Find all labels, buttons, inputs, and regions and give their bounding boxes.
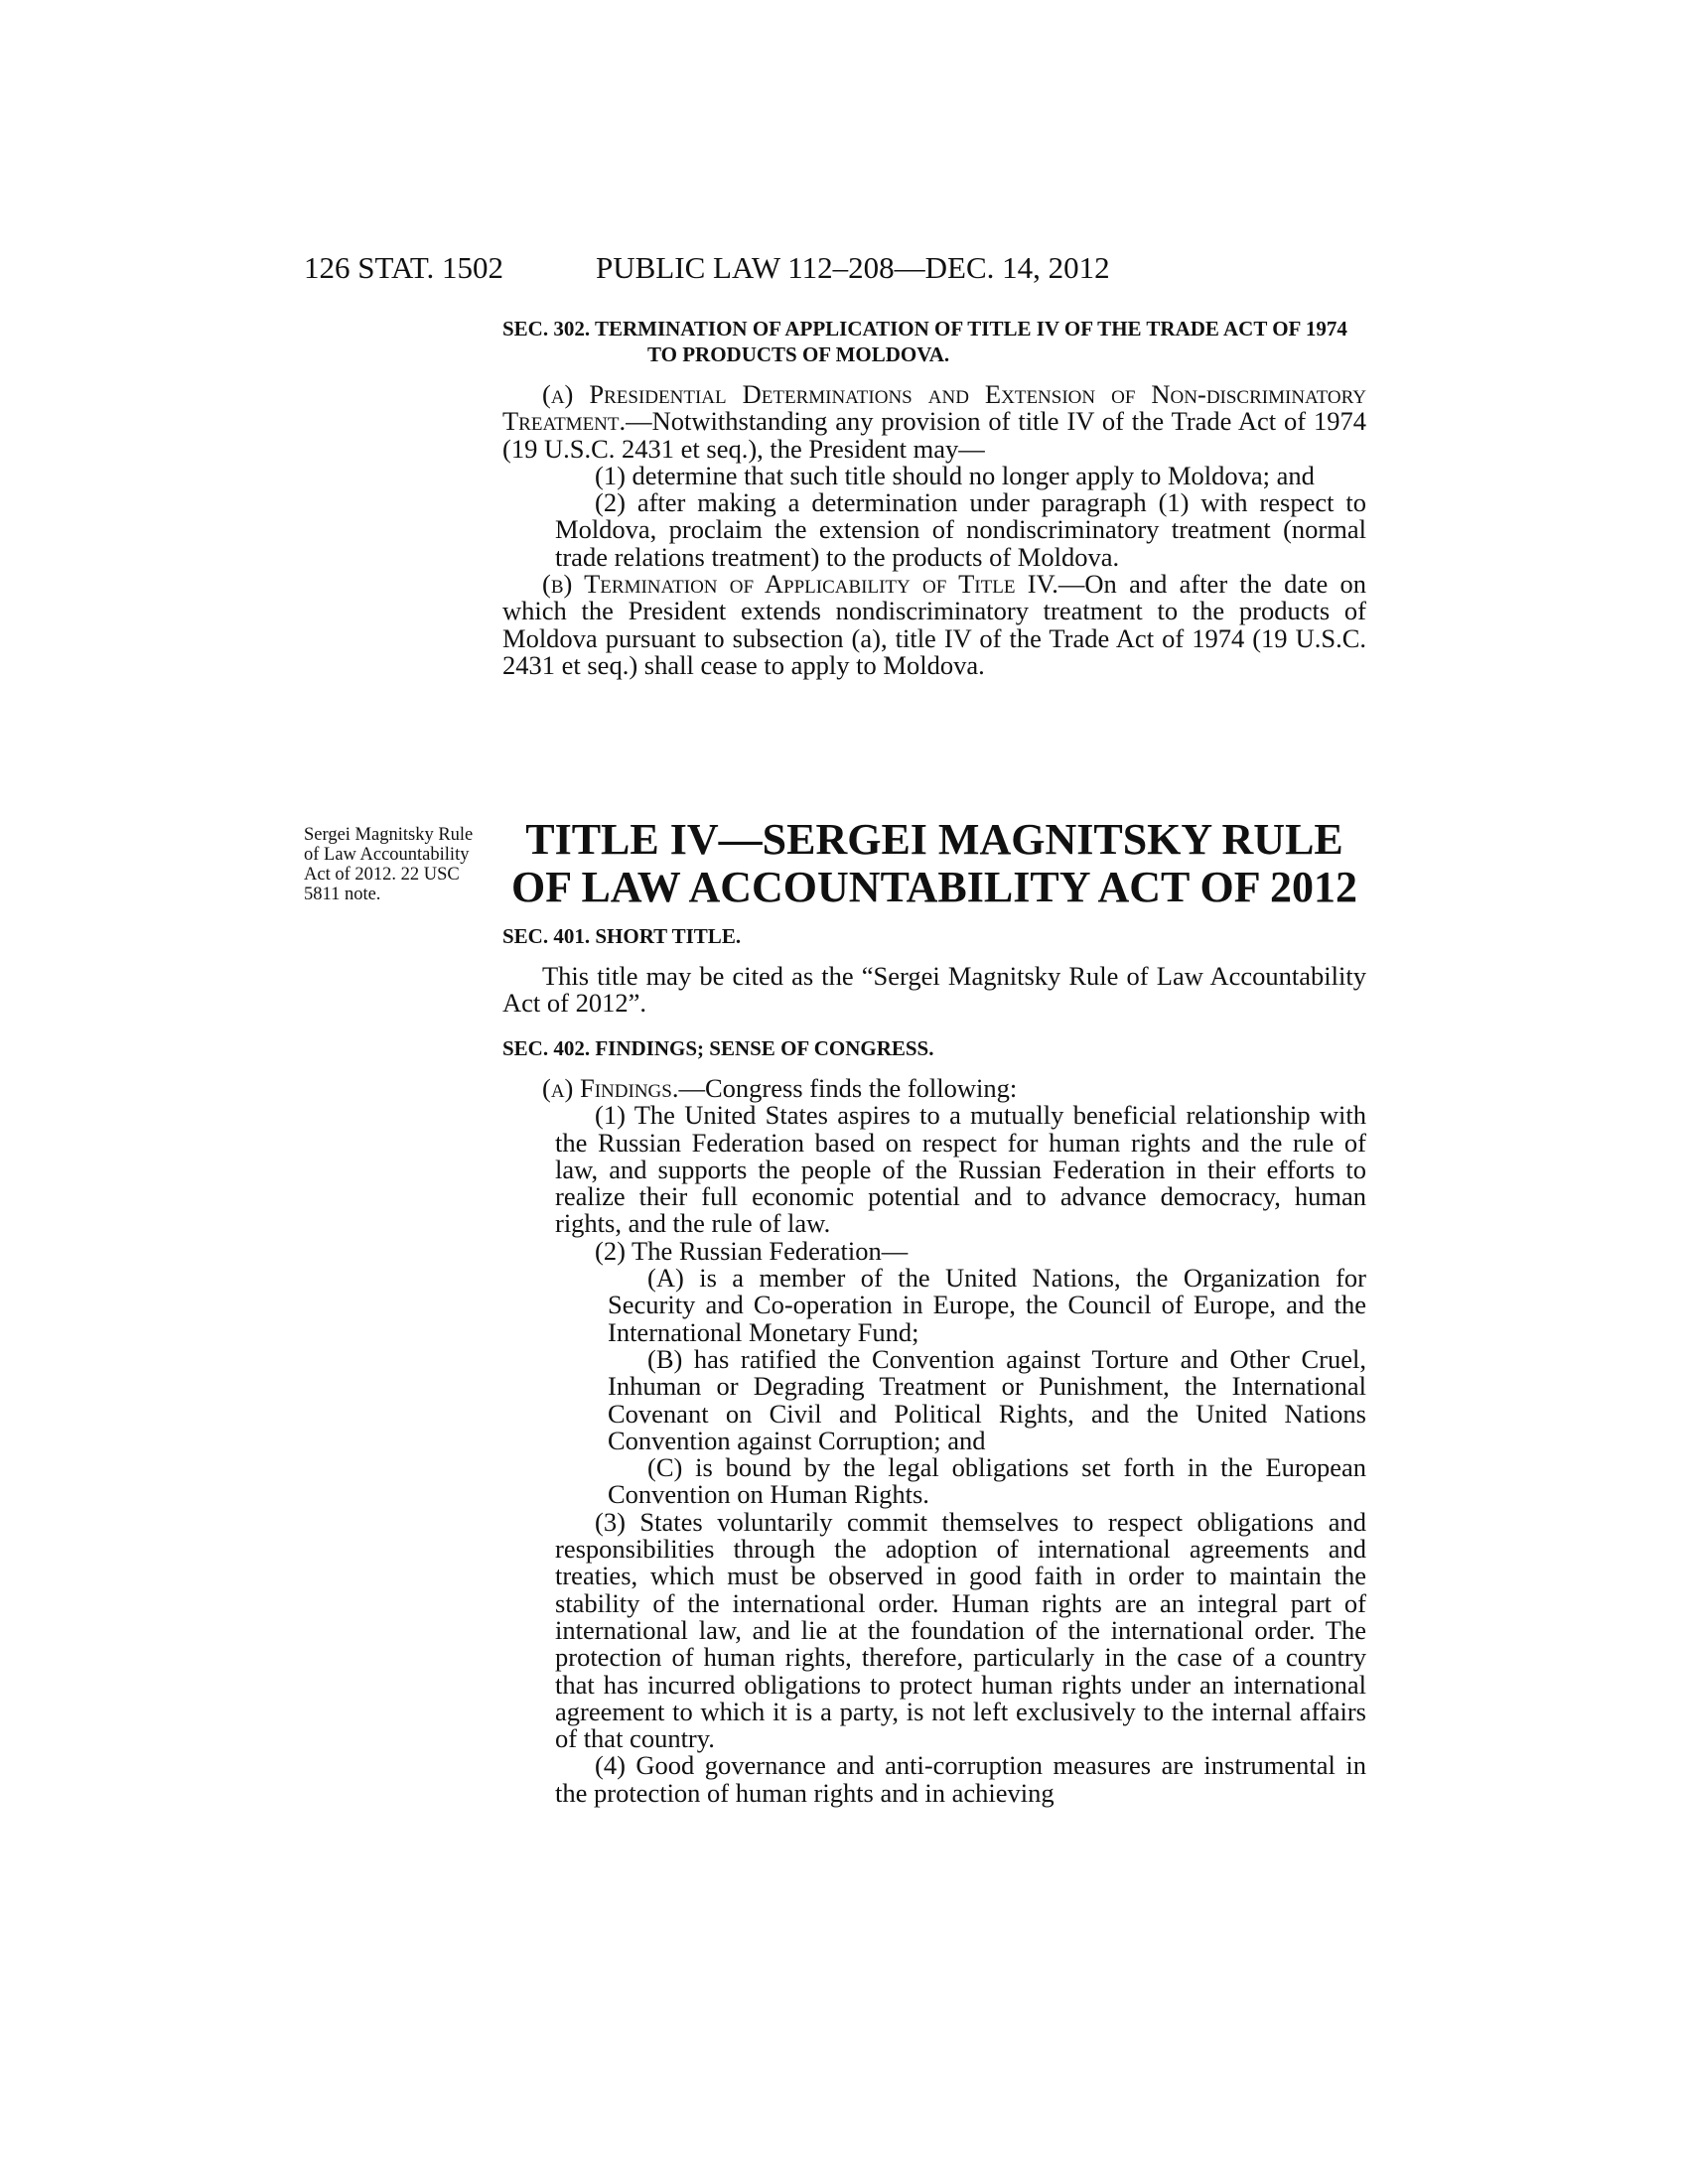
sec-402-subsection-a bbox=[502, 1075, 1366, 1102]
sec-402-para-3: (3) States voluntarily commit themselves to respect obligations and responsibilities through the adoption of international agreements and treaties, which must be observed in good faith in order to maintain the stability of the international order. Human rights are an integral part of international law, and lie at the foundation of the international order. The protection of human rights, therefore, particularly in the case of a country that has incurred obligations to protect human rights under an international agreement to which it is a party, is not left exclusively to the internal affairs of that country. bbox=[555, 1506, 1366, 1754]
sec-302-subsection-a bbox=[502, 381, 1366, 463]
sec-402-a-text: —Congress finds the following: bbox=[678, 1073, 1018, 1103]
sec-402-para-2: (2) The Russian Federation— bbox=[595, 1235, 909, 1266]
sec-402-a-heading: (a) Findings. bbox=[542, 1073, 679, 1103]
page-stat-number: 126 STAT. 1502 bbox=[304, 250, 504, 285]
sec-302-b-heading: (b) Termination of Applicability of Title IV. bbox=[542, 569, 1058, 600]
sec-402-para-2B: (B) has ratified the Convention against Torture and Other Cruel, Inhuman or Degrading Treatment or Punishment, the International Covenant on Civil and Political Rights, and the United Nations Convention against Corruption; and bbox=[608, 1343, 1366, 1455]
sec-302-subsection-b bbox=[502, 571, 1366, 679]
margin-note: Sergei Magnitsky Rule of Law Accountability Act of 2012. 22 USC 5811 note. bbox=[304, 825, 474, 904]
sec-302-para-2: (2) after making a determination under paragraph (1) with respect to Moldova, proclaim the extension of nondiscriminatory treatment (normal trade relations treatment) to the products of Moldova. bbox=[555, 487, 1366, 572]
sec-402-para-4: (4) Good governance and anti-corruption measures are instrumental in the protection of human rights and in achieving bbox=[555, 1750, 1366, 1808]
sec-402 bbox=[502, 1035, 1366, 1807]
sec-302 bbox=[502, 316, 1366, 679]
sec-302-para-1: (1) determine that such title should no longer apply to Moldova; and bbox=[595, 460, 1315, 490]
sec-402-para-2A: (A) is a member of the United Nations, the Organization for Security and Co-operation in Europe, the Council of Europe, and the International Monetary Fund; bbox=[608, 1263, 1366, 1347]
title-iv-heading: TITLE IV—SERGEI MAGNITSKY RULE OF LAW ACCOUNTABILITY ACT OF 2012 bbox=[510, 815, 1358, 911]
sec-302-heading: SEC. 302. TERMINATION OF APPLICATION OF TITLE IV OF THE TRADE ACT OF 1974 TO PRODUCTS OF MOLDOVA. bbox=[502, 317, 1347, 366]
sec-302-a-heading: (a) Presidential Determinations and Extension of Non-discriminatory Treatment. bbox=[502, 379, 1366, 437]
sec-402-para-1: (1) The United States aspires to a mutually beneficial relationship with the Russian Federation based on respect for human rights and the rule of law, and supports the people of the Russian Federation in their efforts to realize their full economic potential and to advance democracy, human rights, and the rule of law. bbox=[555, 1100, 1366, 1239]
sec-402-para-2C: (C) is bound by the legal obligations set forth in the European Convention on Human Rights. bbox=[608, 1452, 1366, 1510]
sec-401 bbox=[502, 923, 1366, 1018]
sec-302-b-text: —On and after the date on which the President extends nondiscriminatory treatment to the products of Moldova pursuant to subsection (a), title IV of the Trade Act of 1974 (19 U.S.C. 2431 et seq.) shall cease to apply to Moldova. bbox=[502, 569, 1366, 680]
sec-302-a-text: —Notwithstanding any provision of title IV of the Trade Act of 1974 (19 U.S.C. 2431 et seq.), the President may— bbox=[502, 406, 1366, 464]
sec-401-text: This title may be cited as the “Sergei Magnitsky Rule of Law Accountability Act of 2012”. bbox=[502, 961, 1366, 1019]
sec-402-heading: SEC. 402. FINDINGS; SENSE OF CONGRESS. bbox=[502, 1036, 934, 1060]
page-running-head: PUBLIC LAW 112–208—DEC. 14, 2012 bbox=[596, 250, 1110, 285]
sec-401-heading: SEC. 401. SHORT TITLE. bbox=[502, 924, 742, 948]
